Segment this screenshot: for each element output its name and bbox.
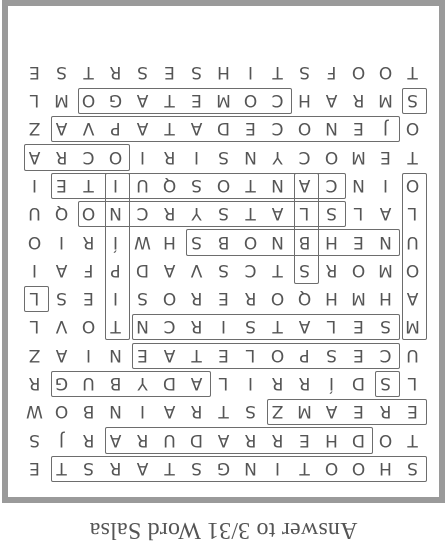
- grid-letter: U: [406, 231, 419, 252]
- grid-letter: B: [109, 373, 122, 394]
- grid-letter: O: [351, 61, 366, 82]
- grid-letter: B: [82, 401, 95, 422]
- grid-letter: I: [248, 61, 254, 82]
- answer-highlight: [402, 88, 427, 114]
- grid-letter: T: [83, 61, 94, 82]
- grid-letter: O: [81, 203, 96, 224]
- grid-letter: D: [135, 259, 150, 280]
- grid-letter: I: [248, 373, 254, 394]
- grid-letter: T: [407, 146, 418, 167]
- grid-letter: U: [136, 175, 149, 195]
- grid-letter: H: [298, 90, 311, 111]
- grid-letter: N: [271, 175, 284, 195]
- grid-letter: L: [29, 288, 40, 309]
- grid-letter: N: [109, 344, 122, 365]
- answer-highlight: [51, 456, 427, 482]
- grid-letter: M: [54, 90, 69, 111]
- grid-letter: R: [82, 231, 95, 252]
- grid-letter: S: [56, 61, 67, 82]
- grid-letter: C: [298, 146, 311, 167]
- grid-letter: R: [163, 203, 176, 224]
- answer-highlight: [51, 173, 346, 199]
- grid-letter: N: [325, 118, 338, 139]
- grid-letter: L: [218, 373, 229, 394]
- grid-letter: A: [406, 288, 419, 309]
- grid-letter: O: [216, 175, 231, 195]
- grid-letter: C: [244, 259, 257, 280]
- answer-highlight: [24, 286, 49, 312]
- grid-letter: A: [298, 175, 311, 195]
- grid-letter: S: [407, 90, 418, 111]
- grid-letter: A: [190, 373, 203, 394]
- grid-letter: O: [324, 458, 339, 478]
- answer-highlight: [24, 144, 130, 170]
- grid-letter: R: [82, 429, 95, 450]
- grid-letter: O: [405, 175, 420, 195]
- grid-letter: I: [194, 146, 200, 167]
- grid-letter: D: [162, 373, 177, 394]
- grid-letter: Y: [191, 203, 202, 224]
- grid-letter: S: [218, 146, 229, 167]
- grid-letter: L: [245, 344, 256, 365]
- grid-letter: O: [27, 231, 42, 252]
- grid-letter: S: [191, 61, 202, 82]
- grid-letter: E: [83, 288, 94, 309]
- grid-letter: N: [109, 401, 122, 422]
- grid-letter: R: [379, 401, 392, 422]
- grid-letter: S: [407, 458, 418, 478]
- grid-letter: A: [163, 259, 176, 280]
- grid-letter: R: [244, 429, 257, 450]
- grid-letter: T: [245, 175, 256, 195]
- grid-letter: L: [29, 90, 40, 111]
- grid-letter: T: [218, 401, 229, 422]
- grid-letter: L: [299, 203, 310, 224]
- grid-letter: J: [59, 429, 65, 450]
- grid-letter: A: [325, 90, 338, 111]
- grid-letter: A: [217, 429, 230, 450]
- grid-letter: N: [109, 203, 122, 224]
- grid-letter: Q: [162, 175, 177, 195]
- grid-letter: H: [217, 61, 230, 82]
- grid-letter: I: [59, 231, 65, 252]
- grid-letter: M: [216, 90, 231, 111]
- grid-letter: P: [299, 344, 310, 365]
- grid-letter: H: [325, 288, 338, 309]
- answer-highlight: [402, 173, 427, 341]
- grid-letter: C: [82, 146, 95, 167]
- answer-highlight: [51, 116, 400, 142]
- grid-letter: G: [216, 458, 231, 478]
- grid-letter: T: [191, 344, 202, 365]
- grid-letter: I: [140, 146, 146, 167]
- grid-letter: S: [326, 344, 337, 365]
- grid-letter: E: [191, 90, 202, 111]
- grid-letter: V: [82, 118, 95, 139]
- grid-letter: E: [218, 344, 229, 365]
- grid-letter: R: [190, 288, 203, 309]
- grid-letter: Y: [137, 373, 148, 394]
- grid-letter: O: [54, 401, 69, 422]
- grid-letter: R: [190, 316, 203, 337]
- grid-letter: A: [136, 458, 149, 478]
- grid-letter: T: [245, 203, 256, 224]
- grid-letter: E: [29, 61, 40, 82]
- grid-letter: I: [113, 175, 119, 195]
- grid-letter: O: [81, 316, 96, 337]
- grid-letter: I: [32, 259, 38, 280]
- grid-letter: E: [353, 344, 364, 365]
- grid-letter: Q: [297, 288, 312, 309]
- grid-letter: S: [191, 231, 202, 252]
- grid-letter: E: [137, 344, 148, 365]
- grid-letter: I: [113, 288, 119, 309]
- grid-letter: T: [272, 259, 283, 280]
- answer-highlight: [267, 399, 427, 425]
- grid-letter: Z: [271, 401, 284, 422]
- grid-letter: R: [136, 429, 149, 450]
- grid-letter: N: [136, 316, 149, 337]
- grid-letter: O: [405, 118, 420, 139]
- grid-letter: L: [353, 203, 364, 224]
- grid-letter: S: [191, 458, 202, 478]
- grid-letter: O: [351, 458, 366, 478]
- grid-letter: O: [108, 146, 123, 167]
- grid-letter: M: [351, 146, 366, 167]
- grid-letter: Q: [54, 203, 69, 224]
- grid-letter: G: [108, 90, 123, 111]
- grid-letter: O: [270, 288, 285, 309]
- grid-letter: A: [28, 146, 41, 167]
- grid-letter: R: [298, 373, 311, 394]
- grid-letter: J: [383, 118, 389, 139]
- grid-letter: A: [136, 118, 149, 139]
- answer-highlight: [132, 314, 400, 340]
- grid-letter: L: [407, 373, 418, 394]
- grid-letter: O: [351, 259, 366, 280]
- grid-letter: C: [379, 344, 392, 365]
- grid-letter: N: [244, 458, 257, 478]
- grid-letter: T: [110, 316, 121, 337]
- grid-letter: T: [272, 316, 283, 337]
- answer-highlight: [51, 371, 211, 397]
- grid-letter: C: [271, 118, 284, 139]
- grid-letter: M: [297, 401, 312, 422]
- grid-letter: O: [162, 288, 177, 309]
- grid-letter: H: [379, 458, 392, 478]
- grid-letter: A: [136, 90, 149, 111]
- grid-letter: E: [353, 316, 364, 337]
- grid-letter: Y: [272, 146, 283, 167]
- grid-letter: O: [81, 90, 96, 111]
- answer-highlight: [78, 201, 346, 227]
- grid-letter: R: [271, 373, 284, 394]
- grid-letter: I: [32, 175, 38, 195]
- answer-highlight: [105, 427, 373, 453]
- grid-letter: T: [164, 90, 175, 111]
- grid-letter: N: [244, 146, 257, 167]
- grid-letter: R: [163, 146, 176, 167]
- grid-letter: U: [82, 373, 95, 394]
- grid-letter: O: [378, 429, 393, 450]
- answer-highlight: [78, 88, 292, 114]
- grid-letter: E: [218, 288, 229, 309]
- grid-letter: A: [163, 401, 176, 422]
- grid-letter: C: [163, 316, 176, 337]
- grid-letter: R: [190, 401, 203, 422]
- grid-letter: T: [272, 61, 283, 82]
- grid-letter: M: [378, 259, 393, 280]
- grid-letter: Í: [113, 231, 119, 252]
- grid-letter: D: [351, 429, 366, 450]
- grid-letter: R: [55, 146, 68, 167]
- grid-letter: H: [325, 429, 338, 450]
- grid-letter: A: [271, 203, 284, 224]
- grid-letter: S: [380, 316, 391, 337]
- grid-letter: N: [352, 175, 365, 195]
- word-search-grid: [21, 57, 426, 482]
- grid-letter: N: [271, 231, 284, 252]
- grid-letter: U: [406, 344, 419, 365]
- grid-letter: B: [298, 231, 311, 252]
- grid-letter: E: [353, 231, 364, 252]
- grid-letter: N: [379, 231, 392, 252]
- grid-letter: F: [83, 259, 94, 280]
- grid-letter: O: [243, 90, 258, 111]
- grid-letter: I: [140, 401, 146, 422]
- grid-letter: R: [109, 61, 122, 82]
- grid-letter: M: [351, 288, 366, 309]
- grid-letter: Z: [28, 118, 41, 139]
- grid-letter: S: [380, 373, 391, 394]
- grid-letter: U: [28, 203, 41, 224]
- grid-letter: U: [163, 429, 176, 450]
- grid-letter: G: [54, 373, 69, 394]
- grid-letter: R: [244, 288, 257, 309]
- grid-letter: S: [218, 259, 229, 280]
- grid-letter: E: [407, 401, 418, 422]
- grid-letter: P: [110, 259, 121, 280]
- grid-letter: H: [325, 231, 338, 252]
- grid-letter: A: [109, 429, 122, 450]
- grid-letter: I: [86, 344, 92, 365]
- grid-letter: S: [245, 401, 256, 422]
- grid-letter: A: [55, 344, 68, 365]
- grid-letter: E: [353, 401, 364, 422]
- grid-letter: R: [109, 458, 122, 478]
- grid-letter: M: [378, 90, 393, 111]
- grid-letter: D: [351, 373, 366, 394]
- grid-letter: E: [299, 429, 310, 450]
- grid-letter: R: [325, 259, 338, 280]
- grid-letter: S: [137, 288, 148, 309]
- grid-letter: I: [275, 458, 281, 478]
- grid-letter: C: [325, 175, 338, 195]
- grid-letter: Í: [329, 373, 335, 394]
- grid-letter: R: [352, 90, 365, 111]
- grid-letter: L: [326, 316, 337, 337]
- answer-highlight: [186, 229, 400, 255]
- grid-letter: W: [26, 401, 43, 422]
- grid-letter: O: [297, 118, 312, 139]
- grid-letter: S: [137, 61, 148, 82]
- grid-letter: D: [189, 429, 204, 450]
- grid-letter: S: [299, 259, 310, 280]
- grid-letter: I: [383, 175, 389, 195]
- grid-letter: A: [55, 118, 68, 139]
- grid-letter: C: [136, 203, 149, 224]
- grid-letter: A: [379, 203, 392, 224]
- grid-letter: O: [243, 231, 258, 252]
- grid-letter: R: [28, 373, 41, 394]
- grid-letter: A: [325, 401, 338, 422]
- answer-highlight: [375, 371, 400, 397]
- grid-letter: O: [405, 259, 420, 280]
- grid-letter: T: [407, 61, 418, 82]
- grid-letter: E: [164, 61, 175, 82]
- grid-letter: H: [379, 288, 392, 309]
- grid-letter: O: [378, 61, 393, 82]
- grid-letter: S: [83, 458, 94, 478]
- answer-highlight: [132, 343, 400, 369]
- grid-letter: D: [216, 118, 231, 139]
- grid-letter: A: [190, 118, 203, 139]
- grid-letter: B: [217, 231, 230, 252]
- grid-letter: T: [407, 429, 418, 450]
- grid-letter: V: [190, 259, 203, 280]
- grid-letter: E: [245, 118, 256, 139]
- grid-letter: A: [163, 344, 176, 365]
- grid-letter: S: [191, 175, 202, 195]
- grid-letter: I: [221, 316, 227, 337]
- grid-letter: T: [56, 458, 67, 478]
- grid-letter: E: [29, 458, 40, 478]
- grid-letter: E: [56, 175, 67, 195]
- grid-letter: T: [164, 458, 175, 478]
- grid-letter: A: [55, 259, 68, 280]
- grid-letter: W: [134, 231, 151, 252]
- grid-letter: R: [271, 429, 284, 450]
- grid-letter: L: [407, 203, 418, 224]
- grid-letter: P: [110, 118, 121, 139]
- grid-letter: F: [326, 61, 337, 82]
- grid-letter: C: [271, 90, 284, 111]
- caption: Answer to 3/31 Word Salsa: [89, 517, 358, 543]
- grid-letter: S: [56, 288, 67, 309]
- grid-letter: Z: [28, 344, 41, 365]
- grid-letter: T: [83, 175, 94, 195]
- grid-letter: O: [270, 344, 285, 365]
- grid-letter: S: [218, 203, 229, 224]
- grid-letter: S: [245, 316, 256, 337]
- grid-letter: E: [353, 118, 364, 139]
- grid-letter: S: [299, 61, 310, 82]
- grid-letter: H: [163, 231, 176, 252]
- grid-letter: T: [164, 118, 175, 139]
- grid-letter: S: [326, 203, 337, 224]
- grid-letter: V: [55, 316, 68, 337]
- grid-letter: M: [405, 316, 420, 337]
- grid-letter: S: [29, 429, 40, 450]
- grid-letter: L: [29, 316, 40, 337]
- grid-letter: E: [380, 146, 391, 167]
- grid-letter: T: [299, 458, 310, 478]
- grid-letter: O: [324, 146, 339, 167]
- grid-letter: A: [298, 316, 311, 337]
